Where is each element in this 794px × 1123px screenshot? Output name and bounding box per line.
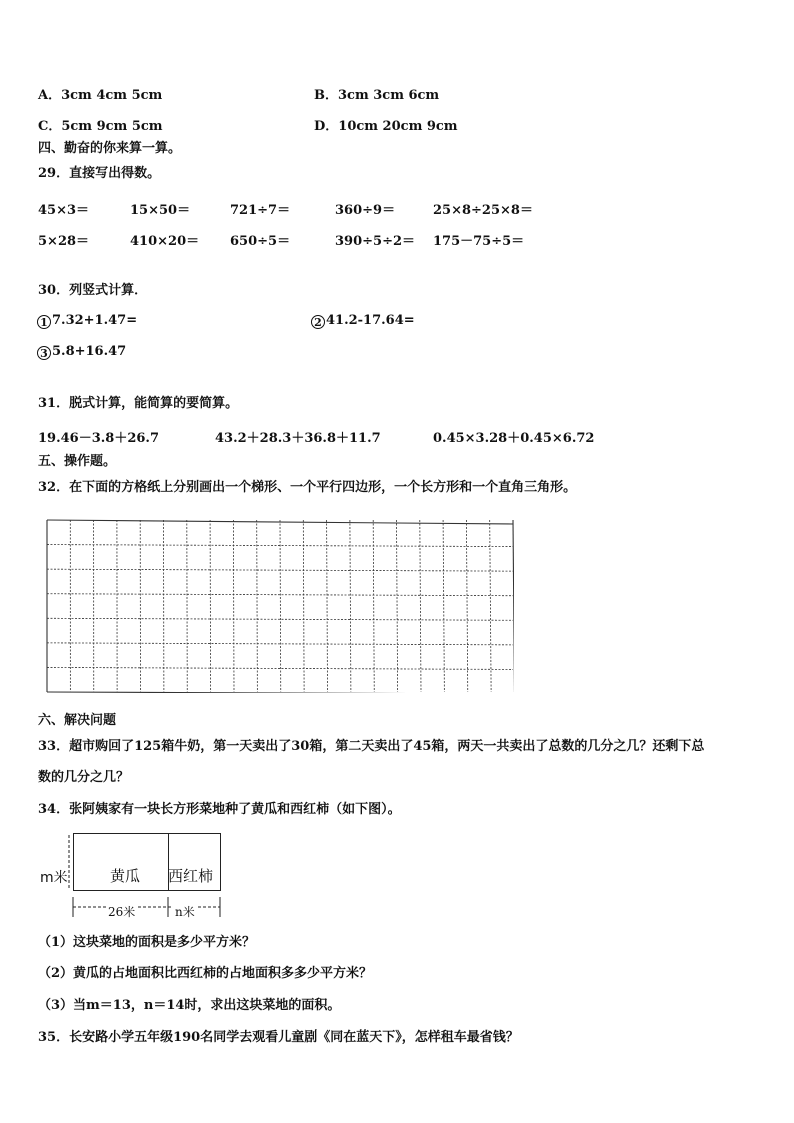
q29-r2-c2: 410×20＝ — [130, 234, 200, 249]
q30-title: 30．列竖式计算． — [38, 283, 148, 298]
q34-title: 34．张阿姨家有一块长方形菜地种了黄瓜和西红柿（如下图）。 — [38, 802, 401, 817]
grid-vline — [233, 520, 234, 692]
vegetable-field-diagram — [36, 833, 236, 923]
q31-expr-3: 0.45×3.28＋0.45×6.72 — [433, 431, 595, 446]
q29-r2-c1: 5×28＝ — [38, 234, 90, 249]
q33-line-1: 33．超市购回了125箱牛奶，第一天卖出了30箱，第二天卖出了45箱，两天一共卖出了总数的几分之几？还剩下总 — [38, 739, 705, 754]
q29-title: 29．直接写出得数。 — [38, 166, 161, 181]
q32-title: 32．在下面的方格纸上分别画出一个梯形、一个平行四边形，一个长方形和一个直角三角形。 — [38, 480, 577, 495]
option-d: D．10cm 20cm 9cm — [314, 119, 458, 134]
option-a: A．3cm 4cm 5cm — [38, 88, 163, 103]
q29-r1-c3: 721÷7＝ — [230, 203, 291, 218]
grid-vline — [350, 520, 351, 692]
section-6-heading: 六、解决问题 — [38, 713, 117, 728]
section-5-heading: 五、操作题。 — [38, 454, 117, 469]
q29-r1-c1: 45×3＝ — [38, 203, 90, 218]
q30-item-2-expr: 41.2-17.64= — [326, 313, 415, 328]
right-width-label: n米 — [175, 905, 195, 919]
grid-vline — [490, 520, 491, 692]
grid-hline — [47, 692, 513, 693]
q29-r2-c3: 650÷5＝ — [230, 234, 291, 249]
q34-sub-1: （1）这块菜地的面积是多少平方米？ — [38, 935, 256, 950]
grid-vline — [280, 520, 281, 692]
circled-number-1: 1 — [37, 315, 51, 329]
q34-sub-2: （2）黄瓜的占地面积比西红柿的占地面积多多少平方米？ — [38, 966, 373, 981]
q35-title: 35．长安路小学五年级190名同学去观看儿童剧《同在蓝天下》，怎样租车最省钱？ — [38, 1030, 519, 1045]
q31-title: 31．脱式计算，能简算的要简算。 — [38, 396, 239, 411]
section-4-heading: 四、勤奋的你来算一算。 — [38, 141, 182, 156]
q29-r1-c4: 360÷9＝ — [335, 203, 396, 218]
left-width-label: 26米 — [108, 905, 136, 919]
circled-number-3: 3 — [37, 346, 51, 360]
q30-item-3-expr: 5.8+16.47 — [52, 344, 127, 359]
q30-item-1-expr: 7.32+1.47= — [52, 313, 138, 328]
q30-item-3 — [37, 344, 126, 360]
grid-vline — [513, 520, 514, 692]
q31-expr-1: 19.46－3.8＋26.7 — [38, 431, 159, 446]
q30-item-1 — [37, 313, 137, 329]
q29-r2-c5: 175－75÷5＝ — [433, 234, 525, 249]
q31-expr-2: 43.2＋28.3＋36.8＋11.7 — [215, 431, 381, 446]
q30-item-2 — [311, 313, 415, 329]
tomato-label: 西红柿 — [168, 867, 214, 885]
q33-line-2: 数的几分之几？ — [38, 770, 130, 785]
q34-sub-3: （3）当m＝13，n＝14时，求出这块菜地的面积。 — [38, 998, 341, 1013]
option-b: B．3cm 3cm 6cm — [314, 88, 440, 103]
q29-r1-c5: 25×8÷25×8＝ — [433, 203, 533, 218]
cucumber-label: 黄瓜 — [110, 867, 141, 885]
q29-r2-c4: 390÷5÷2＝ — [335, 234, 416, 249]
circled-number-2: 2 — [311, 315, 325, 329]
q29-r1-c2: 15×50＝ — [130, 203, 191, 218]
grid-vline — [210, 520, 211, 692]
height-label: m米 — [40, 867, 68, 887]
grid-paper[interactable] — [46, 519, 514, 693]
grid-vline — [443, 520, 444, 692]
option-c: C．5cm 9cm 5cm — [38, 119, 163, 134]
grid-vline — [466, 520, 467, 692]
